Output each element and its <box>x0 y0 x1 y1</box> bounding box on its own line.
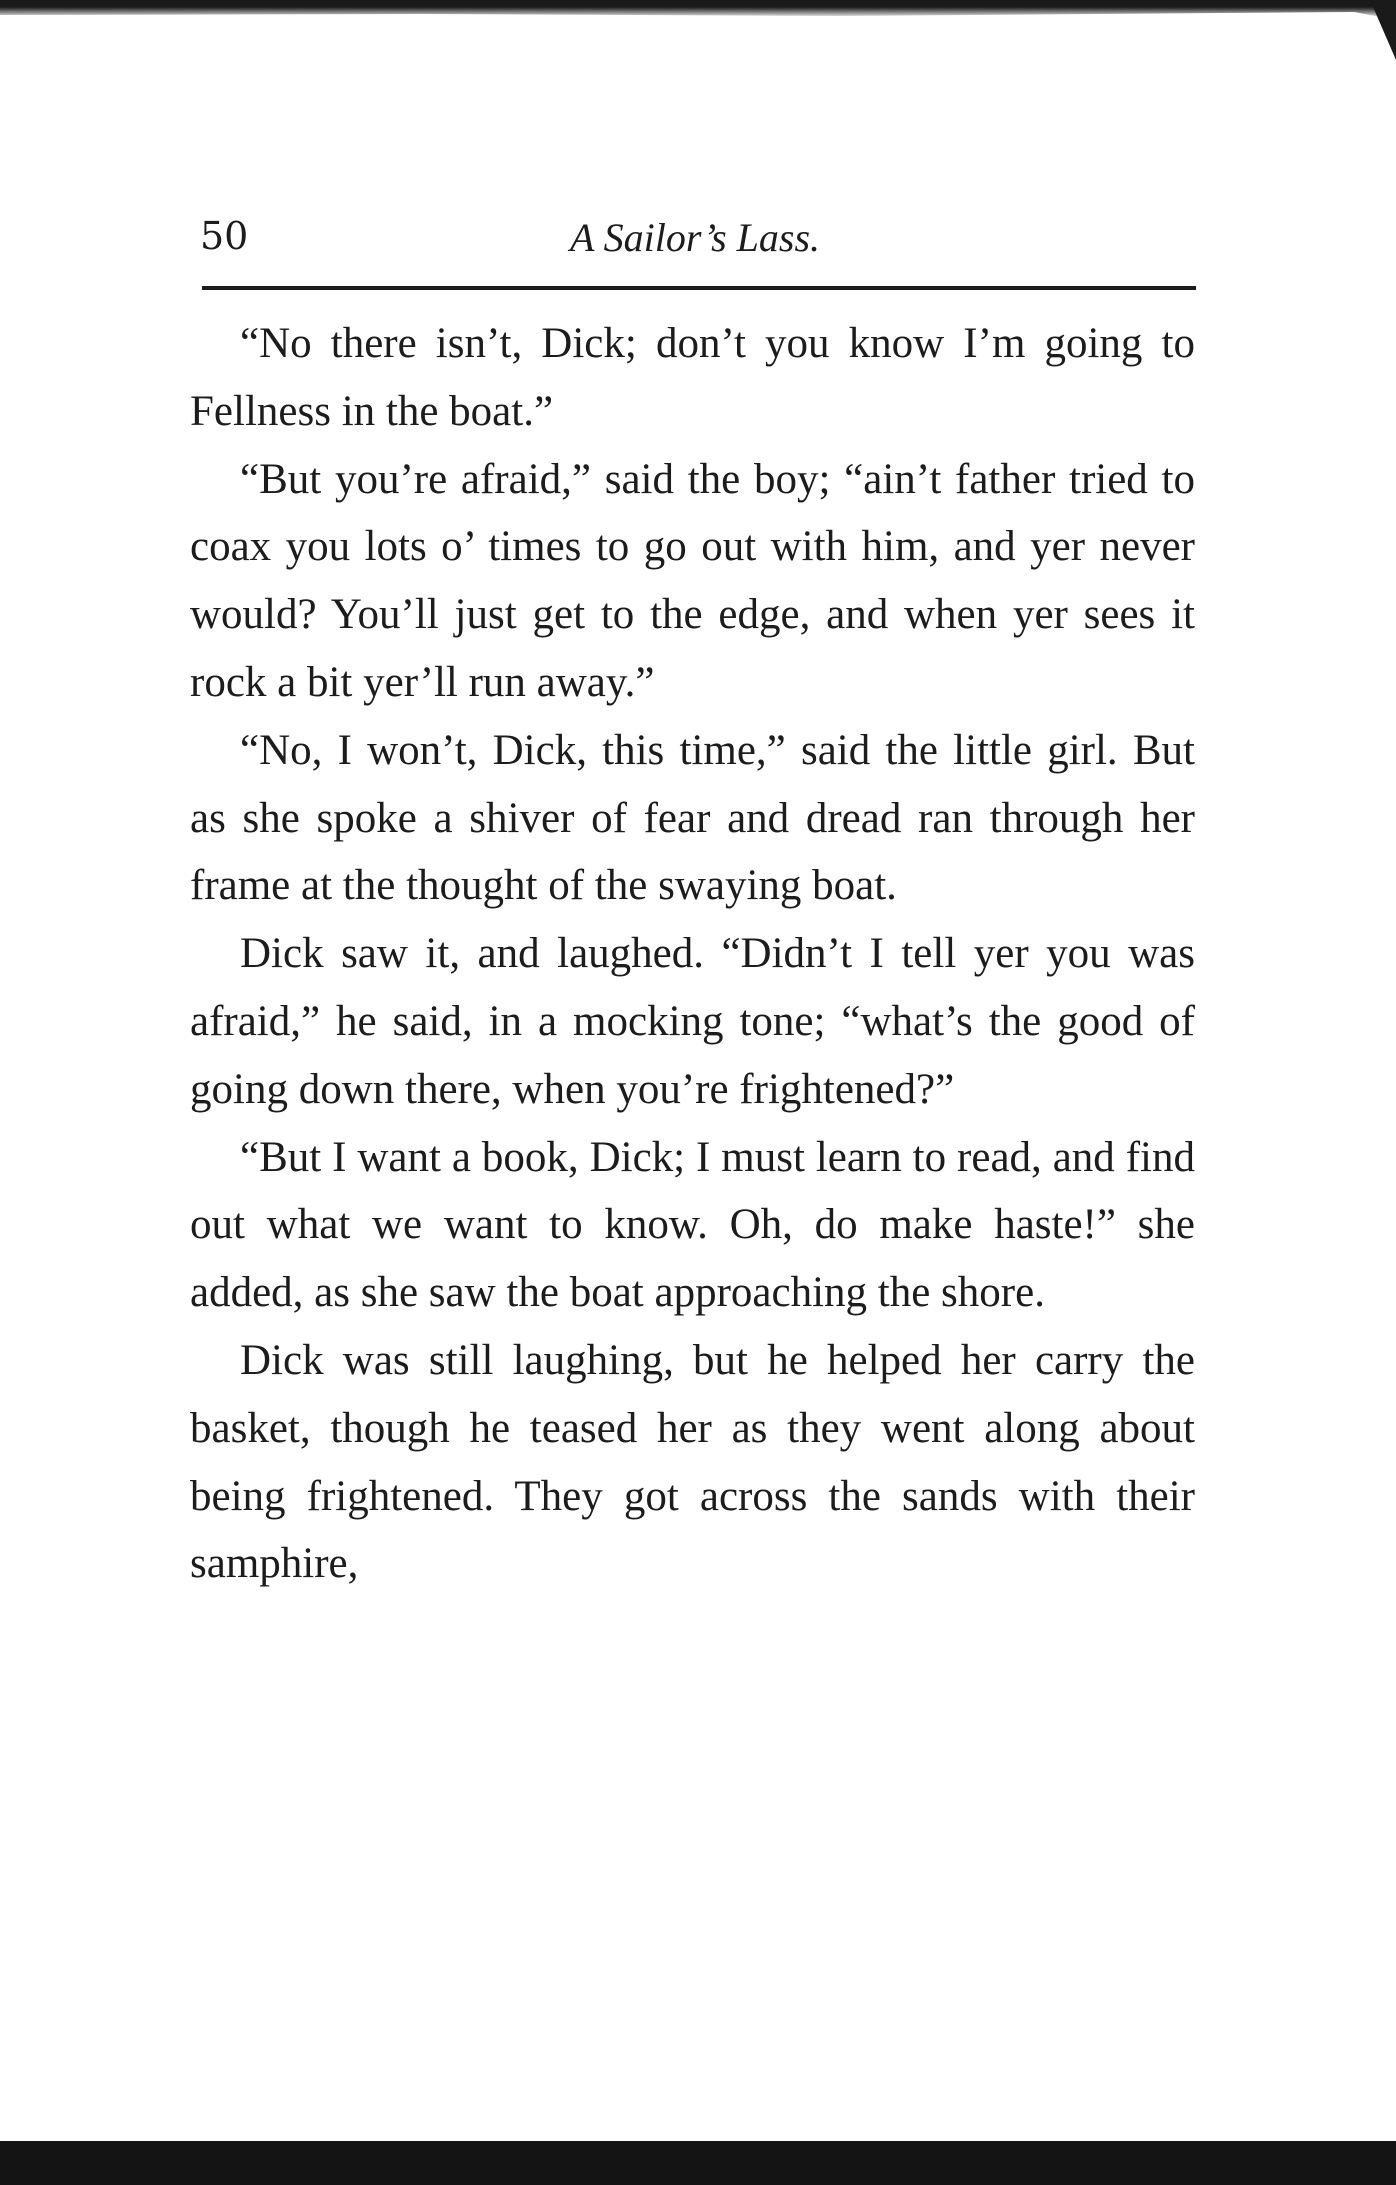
header-rule <box>202 286 1196 290</box>
page-bottom-edge <box>0 2141 1396 2185</box>
paragraph: Dick was still laughing, but he helped her carry the basket, though he teased her as they went along about being frightened. They got across the sands with their samphire, <box>190 1336 1195 1588</box>
body-text <box>190 310 1195 1598</box>
running-title: A Sailor’s Lass. <box>569 215 821 260</box>
page-header <box>190 190 1200 280</box>
paragraph: “But I want a book, Dick; I must learn to read, and find out what we want to know. Oh, do make haste!” she added, as she saw the boat approaching the shore. <box>190 1133 1195 1317</box>
paragraph: “But you’re afraid,” said the boy; “ain’t father tried to coax you lots o’ times to go out with him, and yer never would? You’ll just get to the edge, and when yer sees it rock a bit yer’ll run away.” <box>190 455 1195 706</box>
page-top-edge <box>0 0 1396 20</box>
page-corner-shadow <box>1370 0 1396 60</box>
page-number: 50 <box>200 214 249 258</box>
paragraph: “No, I won’t, Dick, this time,” said the little girl. But as she spoke a shiver of fear and dread ran through her frame at the thought of the swaying boat. <box>190 726 1195 910</box>
paragraph: “No there isn’t, Dick; don’t you know I’m going to Fellness in the boat.” <box>190 320 1195 435</box>
paragraph: Dick saw it, and laughed. “Didn’t I tell yer you was afraid,” he said, in a mocking tone; “what’s the good of going down there, when you’re frightened?” <box>190 930 1195 1113</box>
book-page <box>190 190 1200 1588</box>
